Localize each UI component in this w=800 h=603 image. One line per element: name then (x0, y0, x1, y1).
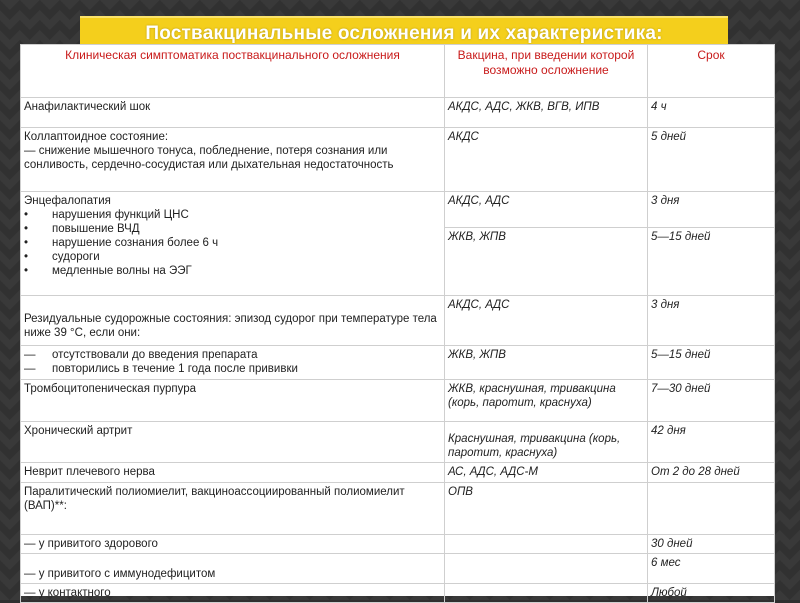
vaccine-cell: АКДС, АДС (445, 192, 648, 228)
table-row (21, 192, 775, 228)
term-cell: 3 дня (648, 192, 775, 228)
symptom-list (24, 348, 441, 376)
table-header-row (21, 45, 775, 98)
term-cell: 7—30 дней (648, 380, 775, 422)
symptom-cell: Паралитический полиомиелит, вакциноассоциированный полиомиелит (ВАП)**: (21, 483, 445, 535)
vaccine-cell (445, 535, 648, 554)
symptom-cell: Анафилактический шок (21, 98, 445, 128)
header-vaccine: Вакцина, при введении которой возможно осложнение (445, 45, 648, 98)
symptom-cell: — у контактного (21, 584, 445, 603)
vaccine-cell: ЖКВ, ЖПВ (445, 346, 648, 380)
table-row (21, 483, 775, 535)
vaccine-cell: ОПВ (445, 483, 648, 535)
symptom-list (24, 208, 441, 278)
vaccine-cell: ЖКВ, ЖПВ (445, 228, 648, 296)
slide-title: Поствакцинальные осложнения и их характеристика: (80, 16, 728, 52)
term-cell: 6 мес (648, 554, 775, 584)
table-row (21, 422, 775, 463)
term-cell: 42 дня (648, 422, 775, 463)
symptom-cell (21, 346, 445, 380)
list-item: • медленные волны на ЭЭГ (24, 265, 192, 277)
header-symptoms: Клиническая симптоматика поствакцинального осложнения (21, 45, 445, 98)
symptom-cell: — у привитого здорового (21, 535, 445, 554)
table-row (21, 554, 775, 584)
symptom-title: Энцефалопатия (24, 195, 111, 207)
list-item: • судороги (24, 251, 100, 263)
list-item: — отсутствовали до введения препарата (24, 349, 258, 361)
symptom-cell (21, 128, 445, 192)
complications-table (20, 44, 774, 599)
vaccine-cell (445, 554, 648, 584)
term-cell: Любой (648, 584, 775, 603)
symptom-title: Резидуальные судорожные состояния: эпизод судорог при температуре тела ниже 39 °С, если они: (24, 313, 437, 339)
symptom-cell: Тромбоцитопеническая пурпура (21, 380, 445, 422)
table-row (21, 346, 775, 380)
symptom-cell (21, 192, 445, 296)
vaccine-cell: АКДС (445, 128, 648, 192)
term-cell: 3 дня (648, 296, 775, 346)
vaccine-cell: АКДС, АДС (445, 296, 648, 346)
term-cell: 5 дней (648, 128, 775, 192)
header-term: Срок (648, 45, 775, 98)
vaccine-cell: Краснушная, тривакцина (корь, паротит, краснуха) (445, 422, 648, 463)
symptom-cell: Хронический артрит (21, 422, 445, 463)
term-cell (648, 483, 775, 535)
list-item: • нарушения функций ЦНС (24, 209, 189, 221)
term-cell: 5—15 дней (648, 228, 775, 296)
term-cell: От 2 до 28 дней (648, 463, 775, 483)
symptom-cell (21, 296, 445, 346)
symptom-detail: — снижение мышечного тонуса, побледнение, потеря сознания или сонливость, сердечно-сосудистая или дыхательная недостаточность (24, 145, 394, 171)
table-row (21, 463, 775, 483)
vaccine-cell: АС, АДС, АДС-М (445, 463, 648, 483)
symptom-title: Коллаптоидное состояние: (24, 131, 169, 143)
symptom-cell: Неврит плечевого нерва (21, 463, 445, 483)
symptom-cell: — у привитого с иммунодефицитом (21, 554, 445, 584)
list-item: • нарушение сознания более 6 ч (24, 237, 219, 249)
list-item: • повышение ВЧД (24, 223, 140, 235)
table-row (21, 535, 775, 554)
list-item: — повторились в течение 1 года после прививки (24, 363, 298, 375)
term-cell: 5—15 дней (648, 346, 775, 380)
table-row (21, 296, 775, 346)
term-cell: 30 дней (648, 535, 775, 554)
vaccine-cell: АКДС, АДС, ЖКВ, ВГВ, ИПВ (445, 98, 648, 128)
table-row (21, 98, 775, 128)
table-row (21, 128, 775, 192)
table-row (21, 380, 775, 422)
vaccine-cell: ЖКВ, краснушная, тривакцина (корь, паротит, краснуха) (445, 380, 648, 422)
term-cell: 4 ч (648, 98, 775, 128)
